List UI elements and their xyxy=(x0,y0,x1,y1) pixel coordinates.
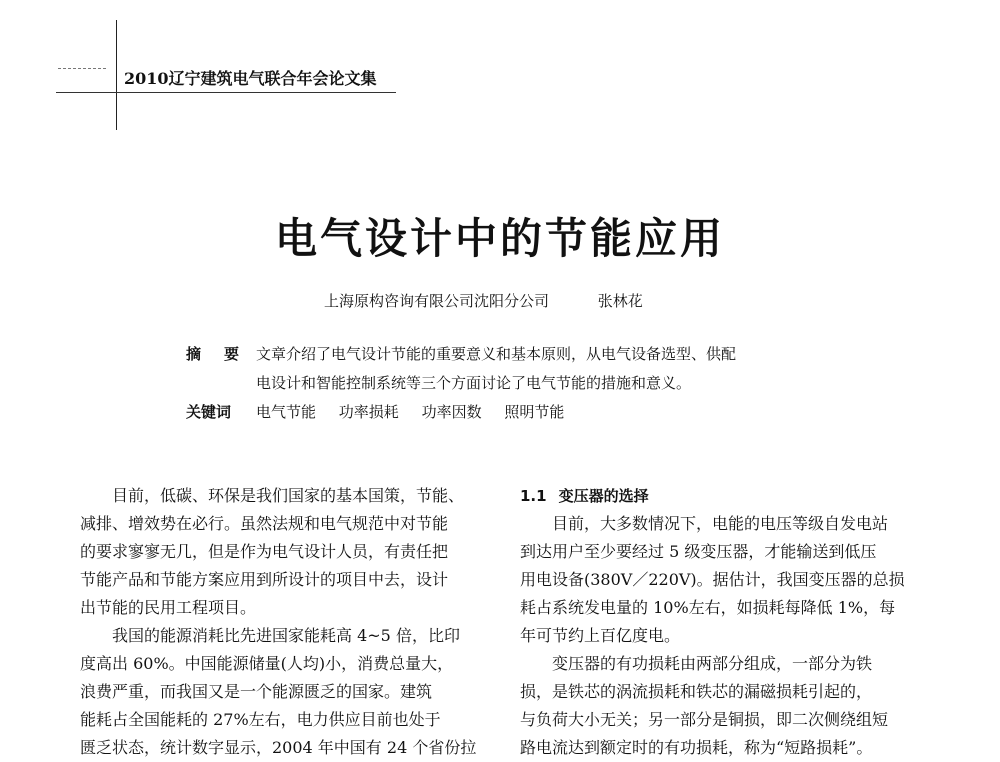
keyword: 功率因数 xyxy=(421,403,482,421)
body-line: 到达用户至少要经过 5 级变压器，才能输送到低压 xyxy=(520,542,877,561)
body-line: 节能产品和节能方案应用到所设计的项目中去，设计 xyxy=(80,570,449,589)
author: 张林花 xyxy=(597,292,643,310)
abstract-label: 摘 要 xyxy=(186,345,244,363)
abstract-block xyxy=(186,340,846,427)
abstract-line: 电设计和智能控制系统等三个方面讨论了电气节能的措施和意义。 xyxy=(256,374,692,392)
left-column xyxy=(80,482,500,762)
header-vertical-rule xyxy=(116,20,117,130)
body-line: 出节能的民用工程项目。 xyxy=(80,598,257,617)
body-line: 目前，低碳、环保是我们国家的基本国策，节能、 xyxy=(80,486,465,505)
body-line: 度高出 60%。中国能源储量(人均)小，消费总量大， xyxy=(80,654,454,673)
body-line: 耗占系统发电量的 10%左右，如损耗每降低 1%，每 xyxy=(520,598,896,617)
keyword: 照明节能 xyxy=(504,403,565,421)
paper-title: 电气设计中的节能应用 xyxy=(274,214,725,263)
right-column xyxy=(520,482,940,762)
keywords-row xyxy=(186,398,846,427)
section-number: 1.1 xyxy=(520,487,547,505)
body-line: 匮乏状态，统计数字显示，2004 年中国有 24 个省份拉 xyxy=(80,738,477,757)
abstract-line: 文章介绍了电气设计节能的重要意义和基本原则，从电气设备选型、供配 xyxy=(256,345,737,363)
body-line: 变压器的有功损耗由两部分组成，一部分为铁 xyxy=(520,654,873,673)
affiliation: 上海原构咨询有限公司沈阳分公司 xyxy=(324,292,550,310)
body-line: 目前，大多数情况下，电能的电压等级自发电站 xyxy=(520,514,889,533)
keywords-label: 关键词 xyxy=(186,403,232,421)
keyword: 功率损耗 xyxy=(338,403,399,421)
header-horizontal-rule xyxy=(56,92,396,93)
body-line: 用电设备(380V／220V)。据估计，我国变压器的总损 xyxy=(520,570,905,589)
section-title: 变压器的选择 xyxy=(558,487,649,505)
body-line: 年可节约上百亿度电。 xyxy=(520,626,681,645)
body-line: 减排、增效势在必行。虽然法规和电气规范中对节能 xyxy=(80,514,449,533)
proceedings-title: 2010辽宁建筑电气联合年会论文集 xyxy=(124,69,377,88)
section-heading xyxy=(520,482,940,510)
body-line: 与负荷大小无关；另一部分是铜损，即二次侧绕组短 xyxy=(520,710,889,729)
header-dash-marks xyxy=(58,68,106,69)
abstract-row xyxy=(186,340,846,369)
keyword: 电气节能 xyxy=(256,403,317,421)
keywords-list xyxy=(256,398,582,427)
body-line: 的要求寥寥无几，但是作为电气设计人员，有责任把 xyxy=(80,542,449,561)
byline xyxy=(324,290,643,311)
body-line: 路电流达到额定时的有功损耗，称为“短路损耗”。 xyxy=(520,738,873,757)
body-line: 损，是铁芯的涡流损耗和铁芯的漏磁损耗引起的， xyxy=(520,682,873,701)
body-line: 我国的能源消耗比先进国家能耗高 4~5 倍，比印 xyxy=(80,626,460,645)
body-line: 浪费严重，而我国又是一个能源匮乏的国家。建筑 xyxy=(80,682,433,701)
body-line: 能耗占全国能耗的 27%左右，电力供应目前也处于 xyxy=(80,710,441,729)
